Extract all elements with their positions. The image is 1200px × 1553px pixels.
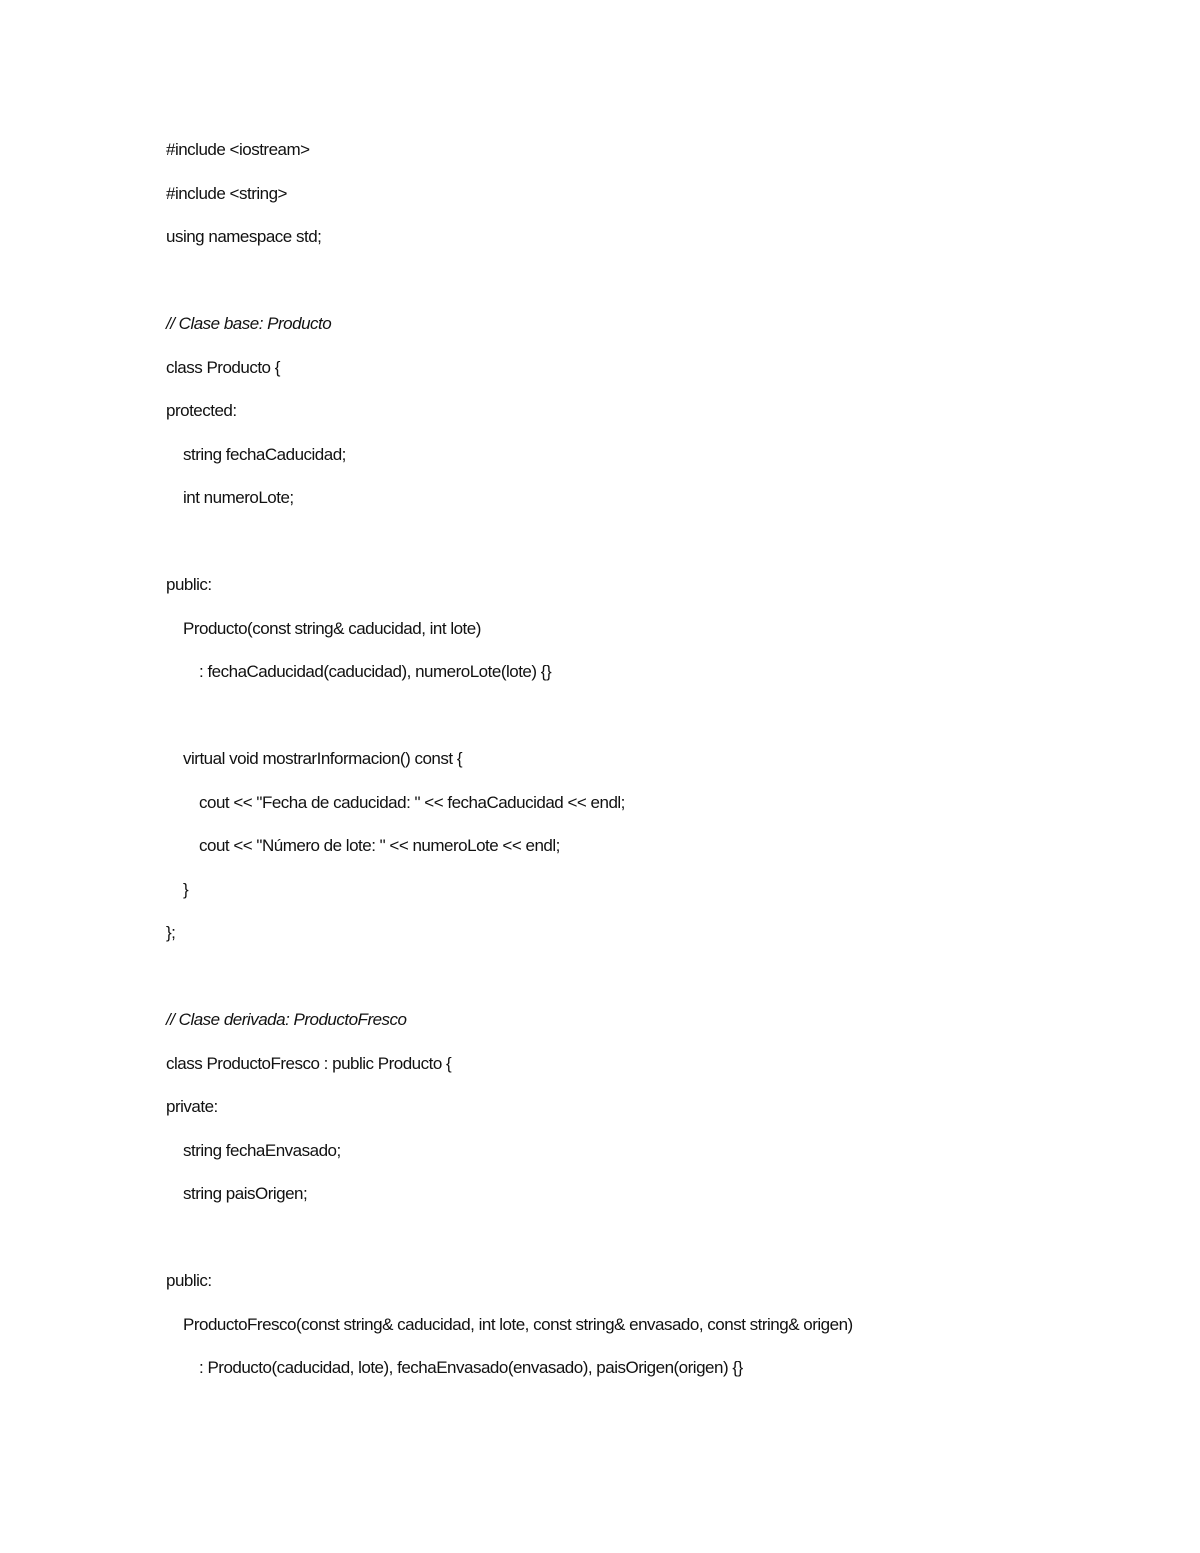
code-line: #include <string> [166, 183, 287, 203]
code-listing [166, 136, 1126, 1398]
code-line: class Producto { [166, 357, 280, 377]
code-line: } [183, 879, 189, 899]
blank-line [166, 267, 1126, 311]
code-line: int numeroLote; [183, 488, 294, 507]
code-line: string fechaCaducidad; [183, 444, 346, 464]
code-line: protected: [166, 401, 237, 420]
code-comment-line: // Clase base: Producto [166, 314, 332, 333]
code-comment-line: // Clase derivada: ProductoFresco [166, 1010, 407, 1029]
blank-line [166, 702, 1126, 746]
code-line: using namespace std; [166, 227, 322, 246]
code-line: cout << "Número de lote: " << numeroLote << endl; [199, 836, 560, 855]
code-line: virtual void mostrarInformacion() const { [183, 749, 462, 768]
code-line: class ProductoFresco : public Producto { [166, 1053, 452, 1073]
code-line: public: [166, 1271, 212, 1290]
blank-line [166, 1224, 1126, 1268]
code-line: : fechaCaducidad(caducidad), numeroLote(lote) {} [199, 662, 552, 681]
code-line: }; [166, 923, 176, 942]
code-line: : Producto(caducidad, lote), fechaEnvasado(envasado), paisOrigen(origen) {} [199, 1358, 743, 1377]
code-line: cout << "Fecha de caducidad: " << fechaCaducidad << endl; [199, 792, 625, 812]
code-line: Producto(const string& caducidad, int lote) [183, 618, 481, 638]
code-line: ProductoFresco(const string& caducidad, int lote, const string& envasado, const string& origen) [183, 1314, 853, 1334]
blank-line [166, 963, 1126, 1007]
code-line: private: [166, 1097, 218, 1116]
blank-line [166, 528, 1126, 572]
code-line: string paisOrigen; [183, 1184, 308, 1203]
code-line: public: [166, 575, 212, 594]
code-line: #include <iostream> [166, 140, 310, 159]
code-line: string fechaEnvasado; [183, 1140, 341, 1160]
